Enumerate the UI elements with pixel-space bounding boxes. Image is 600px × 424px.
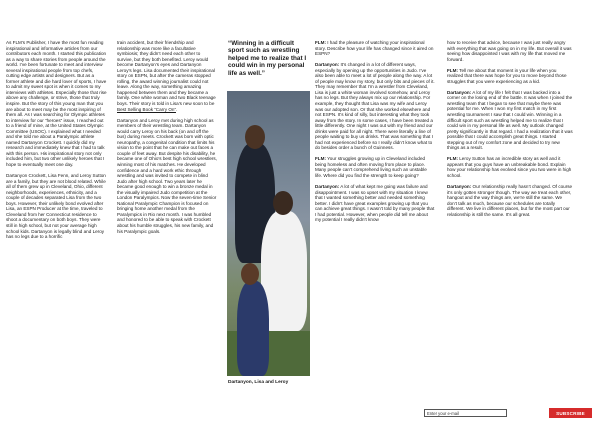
photo-head-leroy [245, 125, 265, 149]
photo-head-lisa [241, 263, 259, 285]
book-link[interactable]: Best Selling Book “Carry On” [117, 106, 176, 112]
article-column-2 [117, 40, 217, 240]
interview-text: Your struggles growing up in Cleveland included being homeless and often moving from place to place. Many people can’t comprehend living such an unstable life. Where did you find the strength to keep going? [315, 156, 427, 179]
interview-text: A lot of what kept me going was failure and disappointment. I was so upset with my situation I knew that I wanted something better and needed something better. I didn’t have great examples growing up that you can achieve great things. I wasn’t told by many people that I had potential. However, when people did tell me about my potential I really didn’t know [315, 184, 435, 223]
story-paragraph [117, 40, 217, 112]
interview-paragraph [447, 68, 573, 85]
interview-column-1 [315, 40, 435, 228]
speaker-label: Dartanyon: [447, 89, 472, 95]
interview-text: Leroy Sutton has an incredible story as well and it appears that you guys have an unbreakable bond. Explain how your relationship has evolved since you two were in high school. [447, 156, 572, 178]
email-input[interactable] [424, 409, 507, 417]
interview-text: Our relationship really hasn’t changed. Of course it’s only gotten stronger though. The way we treat each other, hangout and the way things are, we’re still the same. We don’t talk as much, because our schedules are totally different. We live in different places, but for the most part our relationship is still the same. It’s all great. [447, 184, 573, 217]
interview-paragraph [315, 184, 435, 223]
speaker-label: FLM: [447, 156, 458, 162]
speaker-label: FLM: [447, 67, 458, 73]
story-text-end: . [175, 106, 178, 112]
interview-paragraph [447, 40, 573, 62]
interview-text: A lot of my life I felt that I was backed into a corner on the losing end of the battle. It was when I joined the wrestling team that I began to see that maybe there was potential for me. When I won my first match in my first wrestling tournament I saw that I could win. Winning in a difficult sport such as wrestling helped me to realize that I could win in my personal life as well. My outlook changed pretty significantly in that regard. I had a realization that it was possible that I could accomplish great things. I started stepping out of my comfort zone and decided to try new things as a result. [447, 89, 573, 151]
speaker-label: Dartanyon: [315, 62, 340, 68]
article-column-1 [6, 40, 108, 245]
interview-paragraph [447, 90, 573, 151]
wrestling-paragraph: Dartanyon and Leroy met during high school as members of their wrestling team. Dartanyon would carry Leroy on his back (on and off the bus) during meets. Crockett was born with optic neuropathy, a congenital condition that limits his vision to the point that he can make out faces a couple of feet away. But despite his disability, he became one of Ohio’s best high school wrestlers, winning most of his matches. He developed confidence and a hard work ethic through wrestling and was invited to compete in blind Judo after high school. Two years later he became good enough to win a bronze medal in the visually impaired Judo competition at the London Paralympics. Now the seven-time Senior National Paralympic Champion is focused on bringing home another medal from the Paralympics in Rio next month. I was humbled and honored to be able to speak with Crockett about his humble struggles, his new family, and his Paralympic goals. [117, 117, 218, 234]
photo-person-lisa [237, 281, 269, 376]
photo-caption: Dartanyon, Lisa and Leroy [228, 380, 289, 385]
intro-paragraph: As FLM’s Publisher, I have the most fun reading inspirational and informative articles from our contributors each month. I started this publication as a way to share stories from people around the world. I’ve been fortunate to meet and interview several inspirational people from top chefs, cutting edge artists and designers. But as a former athlete and die hard lover of sports, I have to admit my sweet spot is when it comes to my interviews with athletes. Especially those that rise above any challenge, or strive, those that truly inspire. But the story of this young man that you are about to meet may be the most inspiring of them all. As I was searching for Olympic athletes to interview for our “heroes” issue, I reached out to a friend of mine, at the United States Olympic Committee (USOC). I explained what I needed and she told me about a Paralympic athlete named Dartanyon Crockett. I quickly did my research and immediately knew that I had to talk with this person. His inspirational story not only included him, but two other unlikely heroes that I hope to eventually meet one day. [6, 40, 107, 168]
photo-head-dartanyon [273, 191, 293, 215]
interview-paragraph [315, 156, 435, 178]
speaker-label: Dartanyon: [315, 184, 340, 190]
interview-text: It’s changed in a lot of different ways, especially by opening up the opportunities in Judo. I’ve also been able to meet a lot of people along the way. A lot of people may know my story, but only bits and pieces of it. They may remember that I’m a wrestler from Cleveland, Lisa is just a white woman involved somehow, and Leroy has no legs. But they always mix up our relationship. For example, they thought that Lisa was my wife and Leroy was our adopted son. Or that she worked elsewhere and not ESPN. It’s kind of silly, but interesting what they took away from the story. In some cases, I have been treated a little differently. One night I was out with my friend and our drinks were paid for all night. There were literally a line of people waiting to buy us drinks. That was something that I had not experienced before so I really didn’t know what to do besides order a bunch of Guinness. [315, 62, 435, 151]
interview-text: Tell me about that moment in your life when you realized that there was hope for you to move beyond those struggles that you were experiencing as a kid. [447, 67, 567, 84]
interview-column-2 [447, 40, 573, 223]
interview-paragraph [447, 184, 573, 217]
speaker-label: FLM: [315, 40, 326, 45]
speaker-label: FLM: [315, 156, 326, 162]
subscribe-button[interactable]: SUBSCRIBE [549, 408, 592, 418]
pull-quote: “Winning in a difficult sport such as wrestling helped me to realize that I could win in my personal life as well.” [228, 40, 307, 77]
interview-text: how to receive that advice, because I was just really angry with everything that was going on in my life. But overall it was seeing how disappointed I was with my life that moved me forward. [447, 40, 572, 62]
speaker-label: Dartanyon: [447, 184, 472, 190]
story-text: train accident, but their friendship and relationship was more like a facultative symbiosis; they didn’t need each other to survive, but they both benefited. Leroy would become Dartanyon’s eyes and Dartanyon Leroy’s legs. Lisa documented their inspirational story on ESPN, but after the cameras stopped rolling, the award winning journalist could not leave. Along the way, something amazing happened between them and they became a family. One white woman and two Black teenage boys. Their story is told in Lisa’s new soon to be [117, 40, 216, 107]
interview-paragraph [315, 62, 435, 151]
family-paragraph: Dartanyon Crockett, Lisa Fenn, and Leroy Sutton are a family, but they are not blood related. While all of them grew up in Cleveland, Ohio, different neighborhoods, experiences, ethnicity, and a couple of decades separated Lisa from the two boys. However, their unlikely bond evolved after Lisa, an ESPN Producer at the time, traveled to Cleveland from her Connecticut residence to shoot a documentary on both boys. They were still in high school, but not your average high school kids. Dartanyon is legally blind and Leroy has no legs due to a horrific [6, 173, 106, 240]
feature-photo [227, 91, 310, 376]
interview-text: I had the pleasure of watching your inspirational story. Describe how your life has changed since it aired on ESPN? [315, 40, 434, 57]
interview-paragraph [315, 40, 435, 57]
interview-paragraph [447, 156, 573, 178]
